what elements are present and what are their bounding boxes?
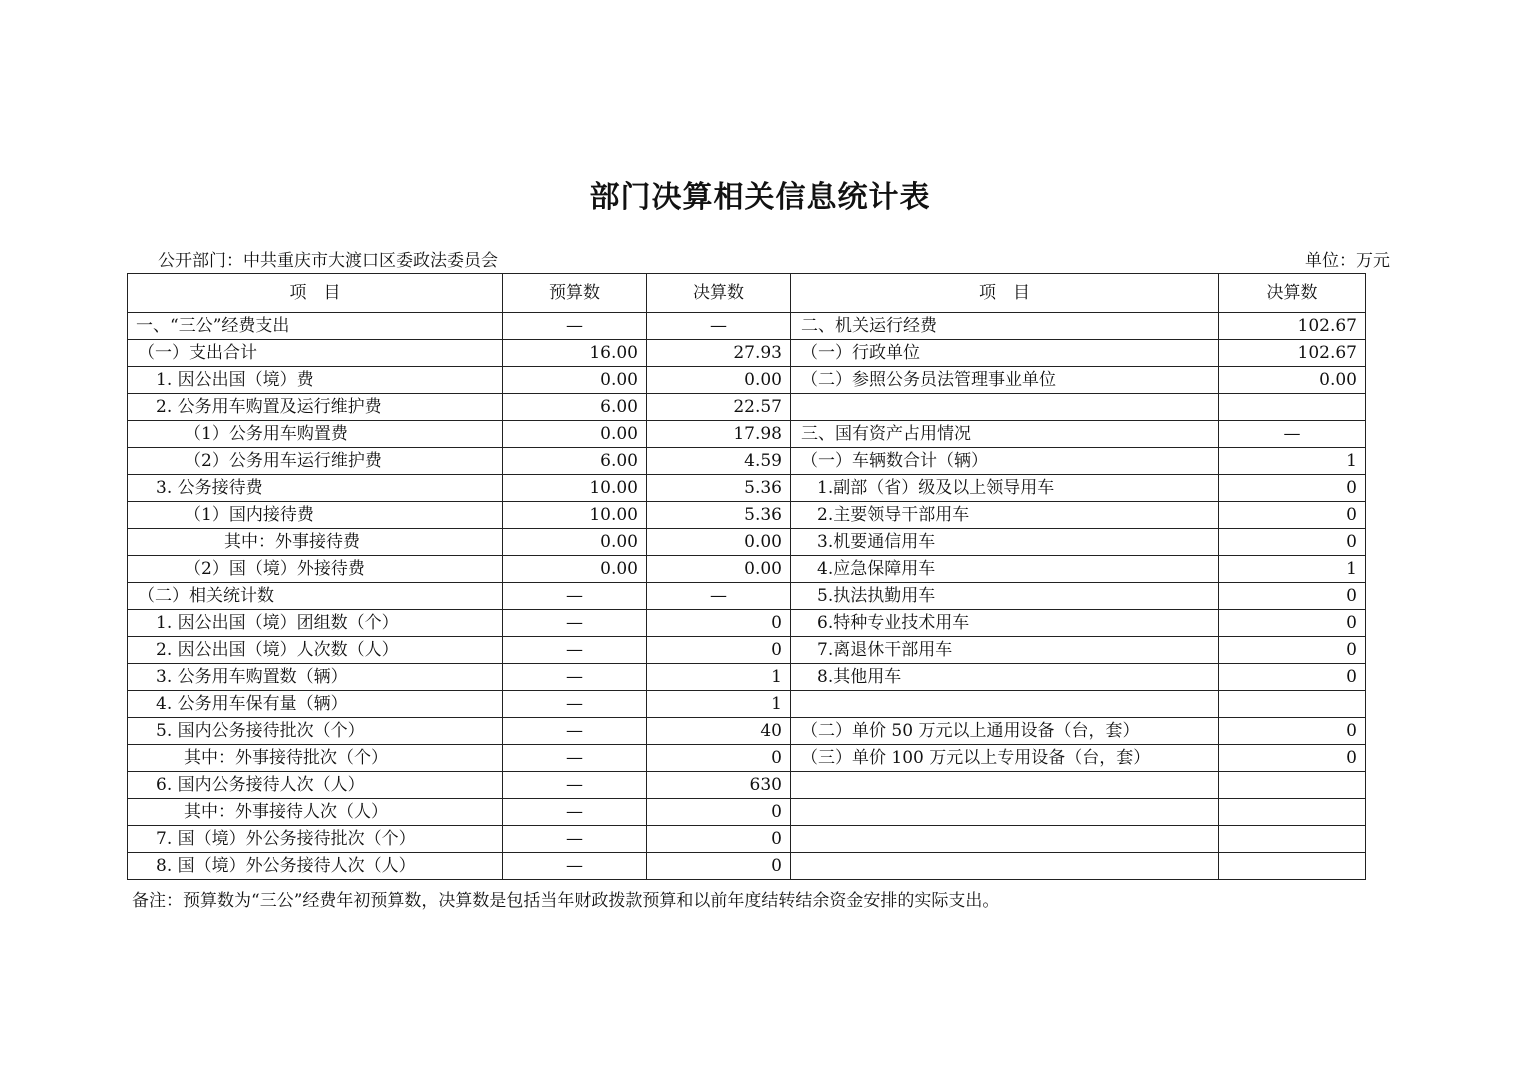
table-row — [128, 421, 1366, 448]
row-final: 40 — [647, 718, 791, 745]
row-budget: — — [503, 610, 647, 637]
row-budget: — — [503, 718, 647, 745]
row-item-left: （二）相关统计数 — [128, 583, 503, 610]
row-item-left: （1）公务用车购置费 — [128, 421, 503, 448]
row-budget: — — [503, 799, 647, 826]
table-row — [128, 367, 1366, 394]
table-row — [128, 502, 1366, 529]
row-budget: — — [503, 745, 647, 772]
row-item-left: 2. 公务用车购置及运行维护费 — [128, 394, 503, 421]
row-item-right — [791, 691, 1219, 718]
row-final-right: 0 — [1219, 718, 1366, 745]
row-item-right: 1.副部（省）级及以上领导用车 — [791, 475, 1219, 502]
row-final-right: 0 — [1219, 610, 1366, 637]
table-row — [128, 313, 1366, 340]
table-row — [128, 610, 1366, 637]
row-final-right: 0 — [1219, 529, 1366, 556]
row-final-right: 0 — [1219, 583, 1366, 610]
row-item-left: 3. 公务接待费 — [128, 475, 503, 502]
row-budget: 0.00 — [503, 529, 647, 556]
row-item-right: 二、机关运行经费 — [791, 313, 1219, 340]
row-budget: — — [503, 772, 647, 799]
row-budget: — — [503, 583, 647, 610]
table-row — [128, 448, 1366, 475]
row-final-right: 0 — [1219, 745, 1366, 772]
unit-label: 单位：万元 — [1305, 251, 1390, 271]
table-row — [128, 475, 1366, 502]
row-item-right: （二）参照公务员法管理事业单位 — [791, 367, 1219, 394]
row-final-right — [1219, 826, 1366, 853]
row-item-right: 三、国有资产占用情况 — [791, 421, 1219, 448]
row-final: 0 — [647, 745, 791, 772]
table-row — [128, 718, 1366, 745]
row-item-left: （2）公务用车运行维护费 — [128, 448, 503, 475]
table-row — [128, 772, 1366, 799]
row-final-right: 0 — [1219, 637, 1366, 664]
row-final-right: 1 — [1219, 556, 1366, 583]
footnote: 备注：预算数为“三公”经费年初预算数，决算数是包括当年财政拨款预算和以前年度结转结余资金安排的实际支出。 — [132, 891, 1000, 911]
row-final-right — [1219, 394, 1366, 421]
row-final: — — [647, 313, 791, 340]
statistics-table — [127, 273, 1366, 880]
row-final: 0.00 — [647, 367, 791, 394]
row-final: 1 — [647, 691, 791, 718]
row-budget: — — [503, 637, 647, 664]
row-budget: 10.00 — [503, 475, 647, 502]
row-budget: — — [503, 826, 647, 853]
table-row — [128, 664, 1366, 691]
table-row — [128, 853, 1366, 880]
row-final-right — [1219, 799, 1366, 826]
row-final: 4.59 — [647, 448, 791, 475]
row-final: 0 — [647, 799, 791, 826]
row-final: 0 — [647, 853, 791, 880]
row-item-right: 6.特种专业技术用车 — [791, 610, 1219, 637]
row-budget: 0.00 — [503, 556, 647, 583]
row-final-right — [1219, 853, 1366, 880]
row-budget: 6.00 — [503, 448, 647, 475]
header-budget: 预算数 — [503, 274, 647, 313]
row-final-right: 1 — [1219, 448, 1366, 475]
table-row — [128, 529, 1366, 556]
row-item-right: （一）行政单位 — [791, 340, 1219, 367]
row-item-right — [791, 394, 1219, 421]
row-final-right: 0 — [1219, 475, 1366, 502]
row-final: 630 — [647, 772, 791, 799]
table-row — [128, 340, 1366, 367]
row-item-left: 一、“三公”经费支出 — [128, 313, 503, 340]
row-budget: 10.00 — [503, 502, 647, 529]
row-item-left: 1. 因公出国（境）费 — [128, 367, 503, 394]
row-final: 0 — [647, 610, 791, 637]
row-item-left: 3. 公务用车购置数（辆） — [128, 664, 503, 691]
row-item-left: 其中：外事接待人次（人） — [128, 799, 503, 826]
row-final-right: 102.67 — [1219, 340, 1366, 367]
table-row — [128, 556, 1366, 583]
row-final-right: 0.00 — [1219, 367, 1366, 394]
table-row — [128, 394, 1366, 421]
department-label: 公开部门：中共重庆市大渡口区委政法委员会 — [158, 251, 498, 271]
header-row — [128, 274, 1366, 313]
row-item-left: （一）支出合计 — [128, 340, 503, 367]
row-final: 0.00 — [647, 556, 791, 583]
row-final-right: — — [1219, 421, 1366, 448]
row-item-right — [791, 772, 1219, 799]
row-item-right: （三）单价 100 万元以上专用设备（台，套） — [791, 745, 1219, 772]
row-item-right: 4.应急保障用车 — [791, 556, 1219, 583]
row-item-right: 2.主要领导干部用车 — [791, 502, 1219, 529]
row-final: 0.00 — [647, 529, 791, 556]
row-final: 5.36 — [647, 502, 791, 529]
row-final: — — [647, 583, 791, 610]
header-final-left: 决算数 — [647, 274, 791, 313]
row-item-left: 2. 因公出国（境）人次数（人） — [128, 637, 503, 664]
row-item-left: 8. 国（境）外公务接待人次（人） — [128, 853, 503, 880]
row-final: 22.57 — [647, 394, 791, 421]
row-final-right: 102.67 — [1219, 313, 1366, 340]
row-budget: 0.00 — [503, 421, 647, 448]
row-item-left: 其中：外事接待费 — [128, 529, 503, 556]
row-final-right: 0 — [1219, 664, 1366, 691]
page-title: 部门决算相关信息统计表 — [589, 180, 931, 215]
row-final: 17.98 — [647, 421, 791, 448]
row-budget: — — [503, 664, 647, 691]
header-item-right: 项 目 — [791, 274, 1219, 313]
row-final: 27.93 — [647, 340, 791, 367]
row-item-left: 1. 因公出国（境）团组数（个） — [128, 610, 503, 637]
row-item-right — [791, 826, 1219, 853]
table-row — [128, 799, 1366, 826]
table-row — [128, 691, 1366, 718]
row-item-left: 7. 国（境）外公务接待批次（个） — [128, 826, 503, 853]
table-row — [128, 583, 1366, 610]
table-row — [128, 637, 1366, 664]
row-item-right: （一）车辆数合计（辆） — [791, 448, 1219, 475]
row-budget: — — [503, 691, 647, 718]
row-item-left: 5. 国内公务接待批次（个） — [128, 718, 503, 745]
row-item-right — [791, 799, 1219, 826]
row-final: 0 — [647, 826, 791, 853]
row-final: 5.36 — [647, 475, 791, 502]
row-item-left: （1）国内接待费 — [128, 502, 503, 529]
row-item-left: （2）国（境）外接待费 — [128, 556, 503, 583]
row-budget: — — [503, 313, 647, 340]
header-item-left: 项 目 — [128, 274, 503, 313]
table-row — [128, 826, 1366, 853]
row-item-right: 8.其他用车 — [791, 664, 1219, 691]
row-budget: — — [503, 853, 647, 880]
row-item-right: （二）单价 50 万元以上通用设备（台，套） — [791, 718, 1219, 745]
row-budget: 16.00 — [503, 340, 647, 367]
table-row — [128, 745, 1366, 772]
row-final-right — [1219, 691, 1366, 718]
row-final-right — [1219, 772, 1366, 799]
row-item-right: 3.机要通信用车 — [791, 529, 1219, 556]
row-item-right: 5.执法执勤用车 — [791, 583, 1219, 610]
row-item-left: 6. 国内公务接待人次（人） — [128, 772, 503, 799]
row-item-right: 7.离退休干部用车 — [791, 637, 1219, 664]
row-item-left: 其中：外事接待批次（个） — [128, 745, 503, 772]
row-final-right: 0 — [1219, 502, 1366, 529]
row-item-left: 4. 公务用车保有量（辆） — [128, 691, 503, 718]
header-final-right: 决算数 — [1219, 274, 1366, 313]
row-final: 1 — [647, 664, 791, 691]
row-item-right — [791, 853, 1219, 880]
row-budget: 6.00 — [503, 394, 647, 421]
row-budget: 0.00 — [503, 367, 647, 394]
row-final: 0 — [647, 637, 791, 664]
